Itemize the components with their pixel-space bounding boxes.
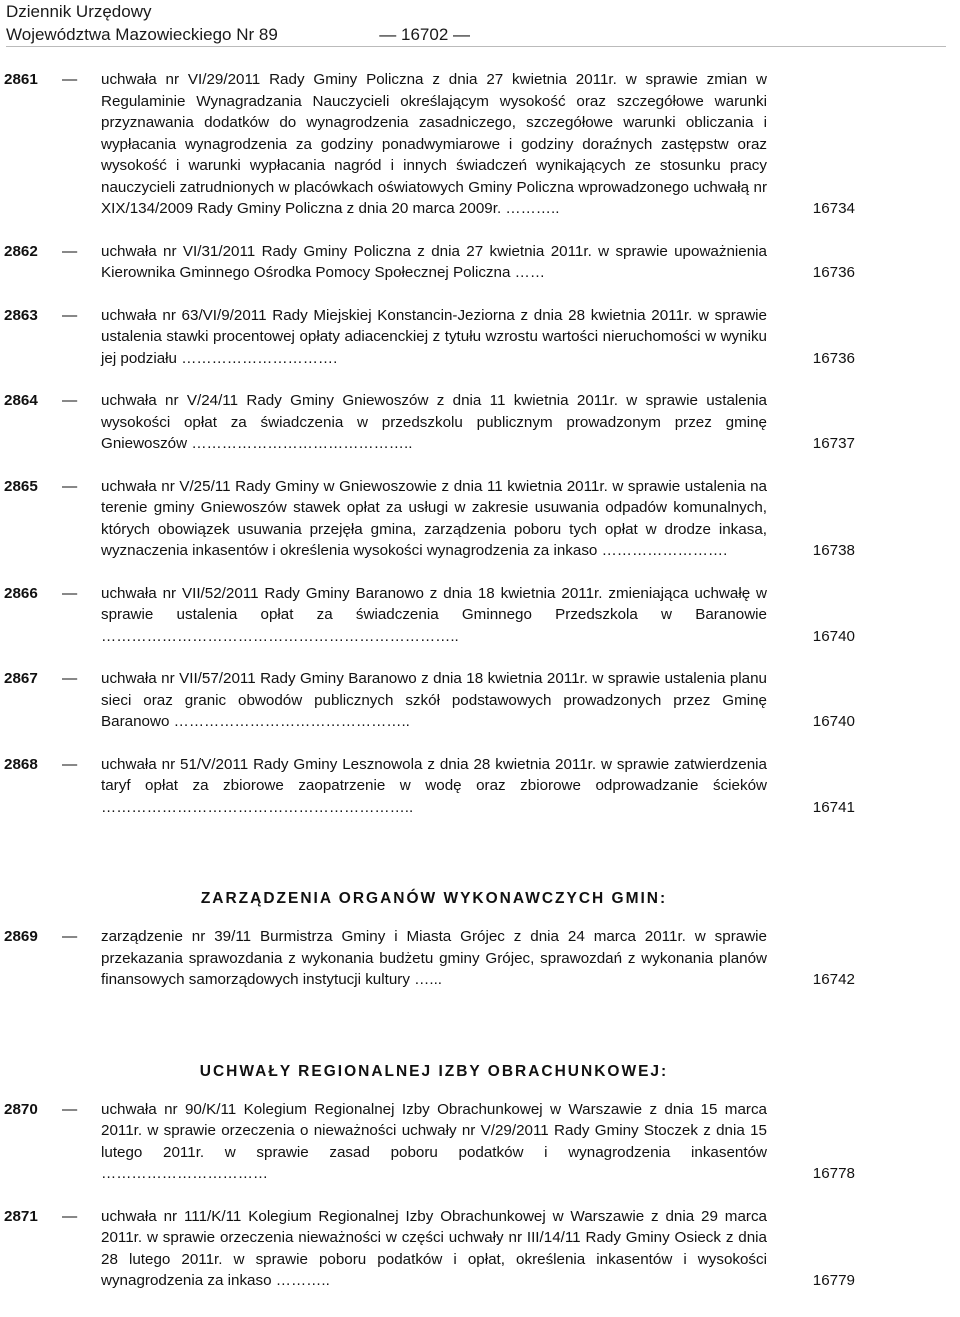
entry-number: 2868 bbox=[4, 755, 38, 773]
toc-entry bbox=[0, 668, 960, 733]
entry-dash: — bbox=[62, 1207, 78, 1225]
entry-page: 16742 bbox=[812, 971, 855, 988]
entry-number: 2866 bbox=[4, 584, 38, 602]
entry-dots: …... bbox=[414, 971, 443, 988]
entry-dash: — bbox=[62, 928, 78, 945]
entry-dash: — bbox=[62, 1100, 78, 1118]
entry-dots: ……….. bbox=[505, 200, 560, 217]
entry-title: uchwała nr 63/VI/9/2011 Rady Miejskiej Konstancin-Jeziorna z dnia 28 kwietnia 2011r. w sprawie ustalenia stawki procentowej opłaty adiacenckiej z tytułu wzrostu wartości nieruchomości w wyniku jej podziału bbox=[101, 306, 767, 367]
entry-title: uchwała nr 111/K/11 Kolegium Regionalnej Izby Obrachunkowej w Warszawie z dnia 29 marca 2011r. w sprawie orzeczenia nieważności w części uchwały nr III/14/11 Rady Gminy Osieck z dnia 28 lutego 2011r. w sprawie poboru podatków i opłat, określenia inkasentów i wysokości wynagrodzenia za inkaso bbox=[101, 1207, 767, 1289]
entry-text bbox=[101, 668, 767, 733]
entry-dots: …………………………………………………………….. bbox=[101, 627, 459, 645]
entry-number: 2871 bbox=[4, 1207, 38, 1225]
header-rule bbox=[6, 46, 946, 47]
entry-title: zarządzenie nr 39/11 Burmistrza Gminy i Miasta Grójec z dnia 24 marca 2011r. w sprawie przekazania sprawozdania z wykonania budżetu gminy Grójec, sprawozdań z wykonania planów finansowych samorządowych instytucji kultury bbox=[101, 928, 767, 988]
entry-dash: — bbox=[62, 584, 78, 602]
entry-number: 2861 bbox=[4, 71, 38, 88]
entry-page: 16734 bbox=[812, 200, 855, 217]
entry-dots: ……….. bbox=[275, 1272, 330, 1289]
entry-dots: …………………………………….. bbox=[191, 435, 413, 452]
entry-dash: — bbox=[62, 392, 78, 409]
entry-page: 16736 bbox=[812, 349, 855, 367]
entry-title: uchwała nr VI/31/2011 Rady Gminy Policzna z dnia 27 kwietnia 2011r. w sprawie upoważnienia Kierownika Gminnego Ośrodka Pomocy Społecznej Policzna bbox=[101, 242, 767, 281]
journal-issue: Województwa Mazowieckiego Nr 89 bbox=[6, 25, 278, 44]
entry-title: uchwała nr VI/29/2011 Rady Gminy Policzna z dnia 27 kwietnia 2011r. w sprawie zmian w Regulaminie Wynagradzania Nauczycieli określającym wysokość oraz szczegółowe warunki przyznawania dodatków do wynagrodzenia zasadniczego, szczegółowe warunki obliczania i wypłacania wynagrodzenia za godziny ponadwymiarowe i godziny doraźnych zastępstw oraz wysokość i warunki wypłacania nagród i innych świadczeń wynikających ze stosunku pracy nauczycieli zatrudnionych w placówkach oświatowych Gminy Policzna wprowadzonego uchwałą nr XIX/134/2009 Rady Gminy Policzna z dnia 20 marca 2009r. bbox=[101, 71, 767, 217]
entry-dash: — bbox=[62, 755, 78, 773]
entry-number: 2870 bbox=[4, 1100, 38, 1118]
entry-title: uchwała nr V/24/11 Rady Gminy Gniewoszów z dnia 11 kwietnia 2011r. w sprawie ustalenia wysokości opłat za świadczenia w przedszkolu publicznym prowadzonym przez gminę Gniewoszów bbox=[101, 392, 767, 452]
entry-number: 2863 bbox=[4, 306, 38, 324]
entry-text bbox=[101, 476, 767, 562]
entry-page: 16779 bbox=[812, 1272, 855, 1289]
page-number-header: — 16702 — bbox=[379, 25, 471, 44]
toc-entry bbox=[0, 241, 960, 284]
entry-number: 2869 bbox=[4, 928, 38, 945]
entry-text bbox=[101, 1206, 767, 1292]
toc-entry bbox=[0, 390, 960, 455]
entry-text bbox=[101, 583, 767, 648]
entry-page: 16738 bbox=[812, 542, 855, 559]
entry-dash: — bbox=[62, 71, 78, 88]
entry-text bbox=[101, 305, 767, 370]
entry-title: uchwała nr 90/K/11 Kolegium Regionalnej Izby Obrachunkowej w Warszawie z dnia 15 marca 2011r. w sprawie orzeczenia o nieważności uchwały nr V/29/2011 Rady Gminy Stoczek z dnia 15 lutego 2011r. w sprawie zasad poboru podatków i wynagrodzenia inkasentów bbox=[101, 1100, 767, 1161]
section-title: ZARZĄDZENIA ORGANÓW WYKONAWCZYCH GMIN: bbox=[200, 890, 668, 907]
entry-title: uchwała nr 51/V/2011 Rady Gminy Lesznowola z dnia 28 kwietnia 2011r. w sprawie zatwierdzenia taryf opłat za zbiorowe zaopatrzenie w wodę oraz zbiorowe odprowadzanie ścieków bbox=[101, 755, 767, 794]
toc-entry bbox=[0, 583, 960, 648]
entry-dots: …………………………………………………….. bbox=[101, 798, 414, 816]
toc-entry bbox=[0, 754, 960, 819]
entry-page: 16736 bbox=[812, 264, 855, 281]
entry-dots: …………………………… bbox=[101, 1165, 269, 1182]
toc-entry bbox=[0, 1099, 960, 1185]
entry-dash: — bbox=[62, 477, 78, 495]
entry-text bbox=[101, 1099, 767, 1185]
entry-title: uchwała nr VII/52/2011 Rady Gminy Baranowo z dnia 18 kwietnia 2011r. zmieniająca uchwałę w sprawie ustalenia opłat za świadczenia Gminnego Przedszkola w Baranowie bbox=[101, 584, 767, 623]
entry-page: 16740 bbox=[812, 627, 855, 645]
entry-text bbox=[101, 241, 767, 284]
entry-number: 2862 bbox=[4, 242, 38, 260]
entry-text bbox=[101, 69, 767, 220]
journal-issue-line bbox=[6, 23, 946, 46]
entry-page: 16741 bbox=[812, 798, 855, 816]
page-header bbox=[6, 0, 946, 46]
entry-dots: ……………………. bbox=[601, 542, 728, 559]
entry-text bbox=[101, 754, 767, 819]
entry-dash: — bbox=[62, 242, 78, 260]
journal-title: Dziennik Urzędowy bbox=[6, 2, 152, 21]
entry-title: uchwała nr V/25/11 Rady Gminy w Gniewoszowie z dnia 11 kwietnia 2011r. w sprawie ustalenia na terenie gminy Gniewoszów stawek opłat za usługi w zakresie usuwania odpadów komunalnych, których obowiązek usuwania przejęła gmina, zarządzenia poboru tych opłat w drodze inkasa, wyznaczenia inkasentów i określenia wysokości wynagrodzenia za inkaso bbox=[101, 477, 767, 559]
entry-number: 2864 bbox=[4, 392, 38, 409]
entry-number: 2865 bbox=[4, 477, 38, 495]
entry-page: 16737 bbox=[812, 435, 855, 452]
entry-page: 16740 bbox=[812, 713, 855, 730]
entry-dots: ……………………………………….. bbox=[173, 713, 410, 730]
entry-dash: — bbox=[62, 306, 78, 324]
toc-entry bbox=[0, 1206, 960, 1292]
entry-page: 16778 bbox=[812, 1165, 855, 1182]
toc-entry bbox=[0, 69, 960, 220]
entry-dots: …………………………. bbox=[181, 349, 338, 367]
section-title: UCHWAŁY REGIONALNEJ IZBY OBRACHUNKOWEJ: bbox=[199, 1062, 669, 1080]
table-of-contents bbox=[0, 69, 960, 1292]
toc-entry bbox=[0, 926, 960, 991]
entry-text bbox=[101, 390, 767, 455]
toc-entry bbox=[0, 476, 960, 562]
entry-number: 2867 bbox=[4, 670, 38, 687]
entry-dots: …… bbox=[514, 264, 546, 281]
toc-entry bbox=[0, 305, 960, 370]
entry-dash: — bbox=[62, 670, 78, 687]
entry-title: uchwała nr VII/57/2011 Rady Gminy Baranowo z dnia 18 kwietnia 2011r. w sprawie ustalenia planu sieci oraz granic obwodów publicznych szkół podstawowych prowadzonych przez Gminę Baranowo bbox=[101, 670, 767, 730]
entry-text bbox=[101, 926, 767, 991]
